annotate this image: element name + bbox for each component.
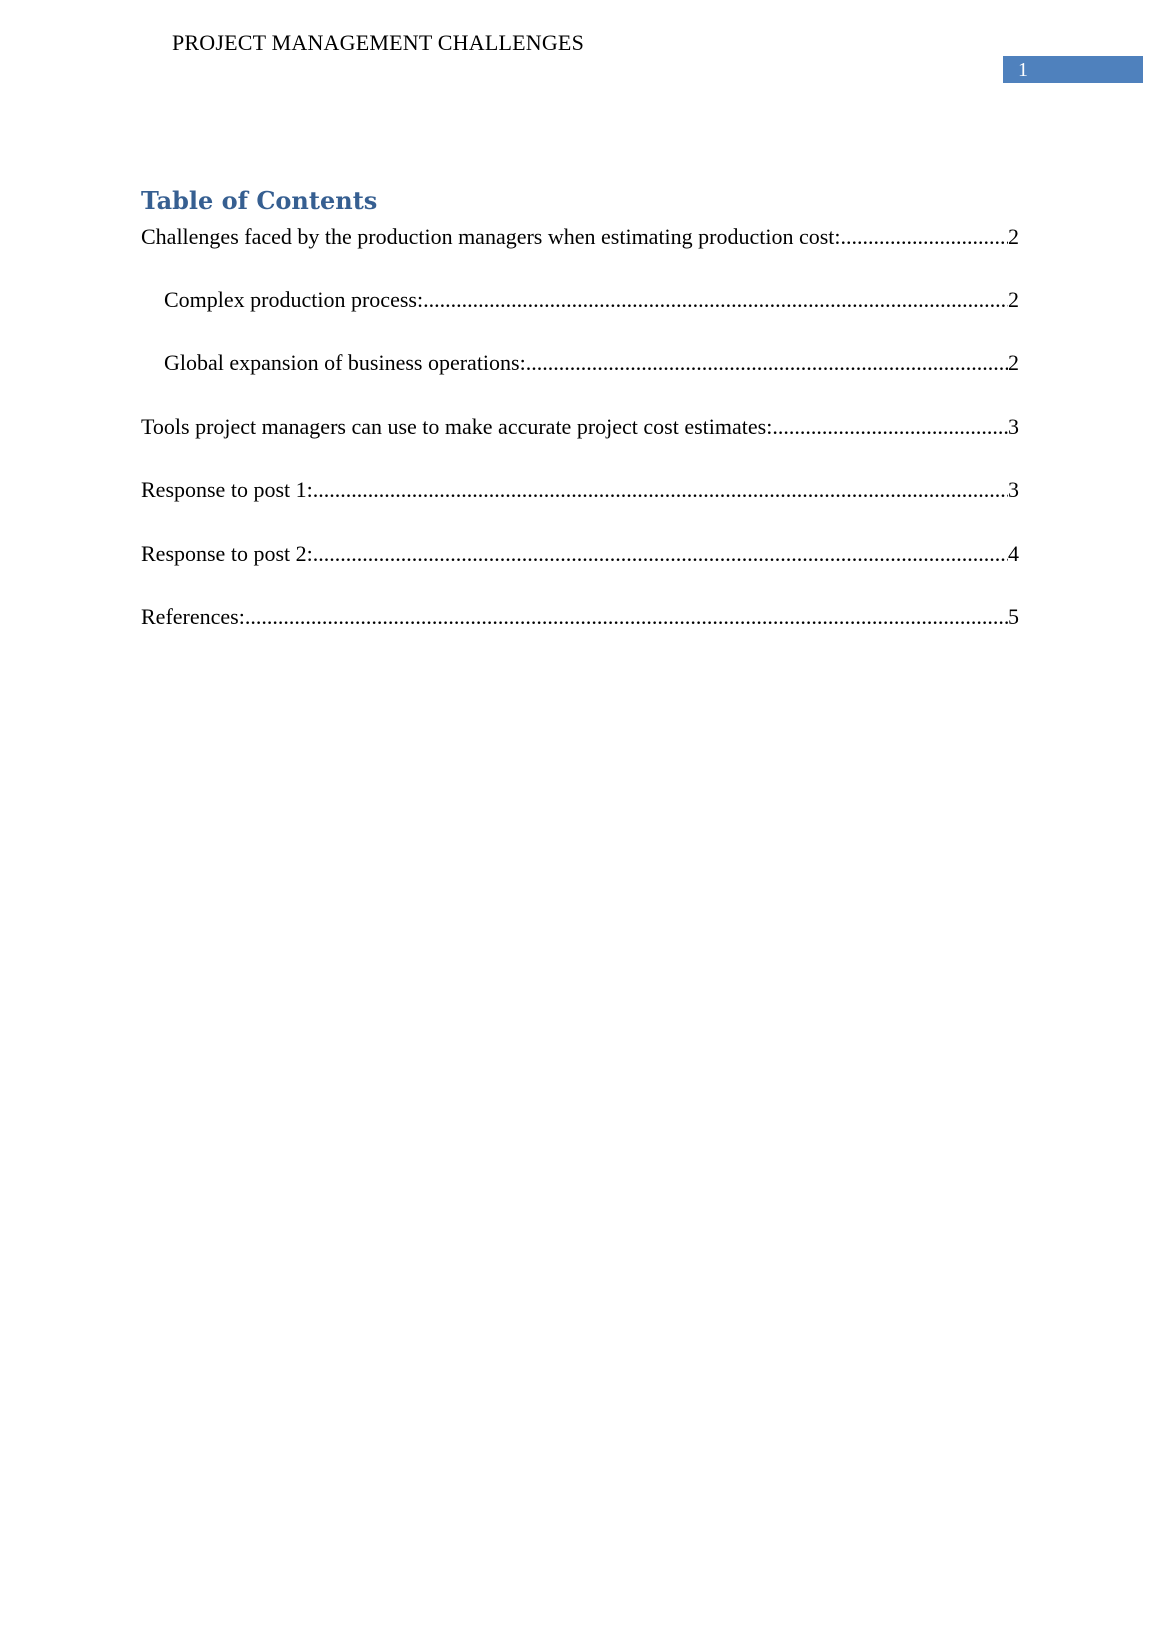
- toc-entry-page: 3: [1008, 414, 1019, 439]
- toc-entry-references[interactable]: [141, 602, 1019, 632]
- toc-entry-label: Response to post 2:: [141, 541, 313, 566]
- toc-leader-dots: [772, 412, 1008, 442]
- toc-entry-page: 2: [1008, 287, 1019, 312]
- toc-leader-dots: [841, 222, 1008, 252]
- toc-entry-global-expansion[interactable]: [141, 348, 1019, 378]
- toc-leader-dots: [245, 602, 1008, 632]
- running-header: PROJECT MANAGEMENT CHALLENGES: [172, 30, 585, 55]
- toc-leader-dots: [526, 348, 1008, 378]
- toc-entry-complex-production[interactable]: [141, 285, 1019, 315]
- toc-leader-dots: [423, 285, 1008, 315]
- toc-entry-response-2[interactable]: [141, 539, 1019, 569]
- toc-entry-response-1[interactable]: [141, 475, 1019, 505]
- toc-entry-challenges[interactable]: [141, 222, 1019, 252]
- toc-leader-dots: [313, 475, 1008, 505]
- page-number-box: 1: [1003, 56, 1143, 83]
- toc-entry-label: Challenges faced by the production managers when estimating production cost:: [141, 224, 841, 249]
- toc-entry-page: 5: [1008, 604, 1019, 629]
- toc-entry-label: Global expansion of business operations:: [164, 350, 526, 375]
- toc-entry-label: Complex production process:: [164, 287, 424, 312]
- toc-entry-page: 2: [1008, 224, 1019, 249]
- toc-entry-label: Response to post 1:: [141, 477, 313, 502]
- toc-leader-dots: [313, 539, 1008, 569]
- toc-entry-page: 3: [1008, 477, 1019, 502]
- toc-entry-page: 2: [1008, 350, 1019, 375]
- toc-entry-tools[interactable]: [141, 412, 1019, 442]
- toc-title: Table of Contents: [141, 186, 378, 215]
- toc-entry-label: Tools project managers can use to make accurate project cost estimates:: [141, 414, 773, 439]
- toc-entry-page: 4: [1008, 541, 1019, 566]
- toc-entry-label: References:: [141, 604, 245, 629]
